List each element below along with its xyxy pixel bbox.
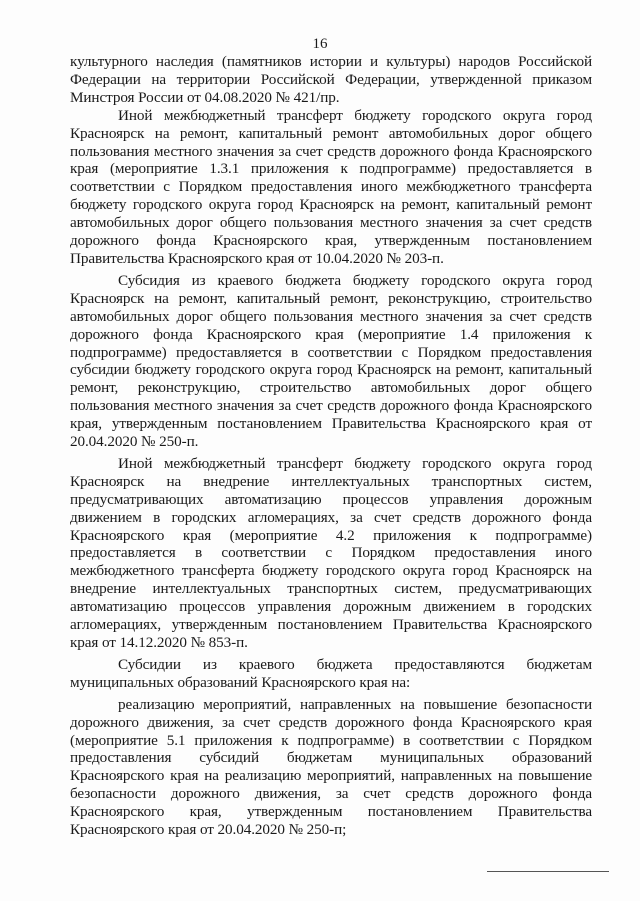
paragraph-transfer-road-repair: Иной межбюджетный трансферт бюджету городского округа город Красноярск на ремонт, капитальный ремонт автомобильных дорог общего пользования местного значения за счет средств дорожного фонда Красноярского края (мероприятие 1.3.1 приложения к подпрограмме) предоставляется в соответствии с Порядком предоставления иного межбюджетного трансферта бюджету городского округа город Красноярск на ремонт, капитальный ремонт автомобильных дорог общего пользования местного значения за счет средств дорожного фонда Красноярского края, утвержденным постановлением Правительства Красноярского края от 10.04.2020 № 203-п. (70, 106, 592, 267)
paragraph-transfer-intelligent-transport: Иной межбюджетный трансферт бюджету городского округа город Красноярск на внедрение интеллектуальных транспортных систем, предусматривающих автоматизацию процессов управления дорожным движением в городских агломерациях, за счет средств дорожного фонда Красноярского края (мероприятие 4.2 приложения к подпрограмме) предоставляется в соответствии с Порядком предоставления иного межбюджетного трансферта бюджету городского округа город Красноярск на внедрение интеллектуальных транспортных систем, предусматривающих автоматизацию процессов управления дорожным движением в городских агломерациях, утвержденным постановлением Правительства Красноярского края от 14.12.2020 № 853-п. (70, 454, 592, 651)
paragraph-continuation: культурного наследия (памятников истории и культуры) народов Российской Федерации на территории Российской Федерации, утвержденной приказом Минстроя России от 04.08.2020 № 421/пр. (70, 53, 592, 106)
paragraph-road-safety-measures: реализацию мероприятий, направленных на повышение безопасности дорожного движения, за счет средств дорожного фонда Красноярского края (мероприятие 5.1 приложения к подпрограмме) в соответствии с Порядком предоставления субсидий бюджетам муниципальных образований Красноярского края на реализацию мероприятий, направленных на повышение безопасности дорожного движения, за счет средств дорожного фонда Красноярского края, утвержденным постановлением Правительства Красноярского края от 20.04.2020 № 250-п; (70, 695, 592, 839)
page-number: 16 (312, 36, 328, 52)
footer-divider (487, 871, 609, 872)
paragraph-subsidies-municipal: Субсидии из краевого бюджета предоставляются бюджетам муниципальных образований Красноярского края на: (70, 655, 592, 691)
document-body (70, 53, 592, 839)
paragraph-subsidy-road-construction: Субсидия из краевого бюджета бюджету городского округа город Красноярск на ремонт, капитальный ремонт, реконструкцию, строительство автомобильных дорог общего пользования местного значения за счет средств дорожного фонда Красноярского края (мероприятие 1.4 приложения к подпрограмме) предоставляется в соответствии с Порядком предоставления субсидии бюджету городского округа город Красноярск на ремонт, капитальный ремонт, реконструкцию, строительство автомобильных дорог общего пользования местного значения за счет средств дорожного фонда Красноярского края, утвержденным постановлением Правительства Красноярского края от 20.04.2020 № 250-п. (70, 271, 592, 451)
